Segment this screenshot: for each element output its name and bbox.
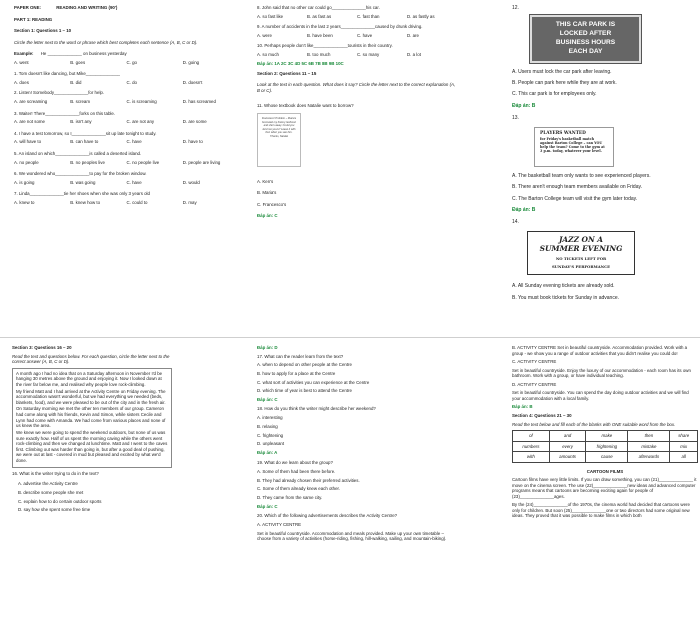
option[interactable]: B. did [70, 79, 82, 85]
word-box [512, 430, 698, 463]
question-10: 10. Perhaps people don't like______________tourists in their country. [257, 43, 393, 49]
question-3-options [14, 119, 239, 125]
option[interactable]: C. go [126, 59, 137, 65]
option[interactable]: A. will have to [14, 139, 42, 145]
question-20-option-c-body: Set in beautiful countryside. Enjoy the luxury of our accommodation - each room has its own bathroom. Work with a group, or have individual teaching. [512, 367, 691, 379]
answer-17: Đáp án: C [257, 397, 278, 403]
question-18-option-a[interactable]: A. interesting [257, 415, 283, 421]
option[interactable]: B. scream [70, 99, 91, 105]
option[interactable]: B. as fast as [307, 13, 332, 19]
option[interactable]: D. people are living [182, 159, 221, 165]
question-5-options [14, 160, 239, 166]
option[interactable]: A. does [14, 79, 29, 85]
answer-13: Đáp án: B [512, 206, 536, 213]
question-16-option-c[interactable]: C. explain how to do certain outdoor sports [18, 498, 102, 504]
answer-20: Đáp án: B [512, 404, 533, 410]
question-16-option-d[interactable]: D. say how she spent some free time [18, 507, 91, 513]
option[interactable]: C. no people live [126, 159, 160, 165]
event-note-line: NO TICKETS LEFT FOR [555, 256, 607, 262]
event-note-line: SUNDAY'S PERFORMANCE [551, 263, 611, 269]
question-4-options [14, 139, 239, 145]
cartoon-films-title: CARTOON FILMS [586, 468, 624, 474]
word-box-cell: of [513, 431, 550, 442]
question-20-option-d-title[interactable]: D. ACTIVITY CENTRE [512, 381, 557, 387]
question-11-option-a[interactable]: A. Ken's [257, 178, 274, 184]
answer-16: Đáp án: D [257, 345, 278, 350]
question-12-option-c[interactable]: C. This car park is for employees only. [512, 91, 597, 98]
question-20-option-d-body: Set in beautiful countryside. You can spend the day doing outdoor activities and we will find your accommodation with a local family. [512, 390, 689, 401]
option[interactable]: D. a lot [407, 51, 421, 57]
question-13-option-c[interactable]: C. The Barton College team will visit the gym later today. [512, 195, 638, 202]
question-16-option-a[interactable]: A. advertise the Activity Centre [18, 481, 78, 487]
option[interactable]: D. as fastly as [407, 13, 435, 19]
word-box-row [513, 452, 698, 463]
question-20-option-a-body: Set in beautiful countryside. Accommodation and meals provided. Make up your own timetable – choose from a variety of activities (horse-riding, fishing, hill-walking, sailing, and mountain-biking). [257, 530, 447, 542]
cloze-paragraph-1: Cartoon films have very little limits. If you can draw something, you can (21)______________ it move on the cinema screen. The use (22)______________new ideas and advanced computer programs means that cartoons are becoming exciting again for people of (23)______________ages. [512, 477, 697, 499]
word-box-cell: with [513, 452, 550, 463]
option[interactable]: B. knew how to [70, 200, 101, 205]
word-box-row [513, 441, 698, 452]
word-box-cell: numbers [513, 441, 550, 452]
passage-paragraph: We knew we were going to spend the weekend outdoors, but none of us was sure exactly how. Half of us spent the morning caving while the others went rock-climbing and then we changed at lunchtime. Matt and I went to the caves first. Climbing out was harder than going in, but after a good deal of pushing, we were out at last - covered in mud but pleased and excited by what we'd done. [16, 429, 168, 464]
question-9-options [257, 33, 457, 39]
word-box-cell: and [549, 431, 585, 442]
option[interactable]: D. are some [182, 119, 207, 125]
option[interactable]: D. may [182, 200, 197, 205]
section1-title: Section 1: Questions 1 – 10 [14, 28, 72, 33]
option[interactable]: D. going [182, 59, 200, 65]
word-box-cell: amounts [549, 452, 585, 463]
question-7-options [14, 200, 239, 206]
question-19-option-d[interactable]: D. They came from the same city. [257, 495, 323, 501]
question-20-option-b[interactable]: B. ACTIVITY CENTRE Set in beautiful countryside. Accommodation provided. Work with a group - we show you a range of outdoor activities that you didn't realise you could do! [512, 345, 688, 356]
word-box-cell: make [586, 431, 628, 442]
notice-title: PLAYERS WANTED [540, 131, 586, 137]
question-19: 19. What do we learn about the group? [257, 459, 333, 465]
question-8: 8. John said that no other car could go______________his car. [257, 5, 380, 10]
section3-instruction: Read the text and questions below. For each question, circle the letter next to the correct answer (A, B, C or D). [12, 353, 170, 365]
question-18-option-c[interactable]: C. frightening [257, 432, 284, 438]
question-9: 9. A number of accidents in the last 2 years______________caused by drunk driving. [257, 24, 423, 30]
answer-12: Đáp án: B [512, 102, 536, 109]
question-18: 18. How do you think the writer might describe her weekend? [257, 405, 376, 411]
question-1-options [14, 80, 239, 86]
option[interactable]: B. too much [307, 51, 331, 57]
option[interactable]: A. are not some [14, 119, 45, 125]
question-10-options [257, 52, 457, 58]
sign-line: EACH DAY [568, 47, 603, 55]
example-label: Example: [14, 51, 34, 56]
word-box-cell: share [670, 431, 698, 442]
paper-title: READING AND WRITING (90') [56, 5, 118, 10]
jazz-event-sign [527, 231, 635, 275]
question-6-options [14, 180, 239, 186]
option[interactable]: A. were [257, 32, 272, 38]
option[interactable]: C. have [357, 32, 373, 38]
section4-instruction: Read the text below and fill each of the blanks with ONE suitable word from the box. [512, 421, 676, 427]
paper-label: PAPER ONE: [14, 5, 41, 10]
option[interactable]: D. would [182, 179, 200, 185]
question-20: 20. Which of the following advertisements describes the Activity Centre? [257, 512, 398, 518]
option[interactable]: A. knew to [14, 200, 35, 205]
question-17-option-b[interactable]: B. how to apply for a place at the Centre [257, 371, 336, 377]
answer-key-1-10: Đáp án: 1A 2C 3C 4D 5C 6B 7B 8B 9B 10C [257, 61, 344, 67]
option[interactable]: C. fast than [357, 13, 380, 19]
word-box-cell: every [549, 441, 585, 452]
option[interactable]: C. could to [126, 200, 148, 205]
question-11: 11. Whose textbook does Natalie want to borrow? [257, 103, 354, 109]
word-box-cell: afterwards [628, 452, 670, 463]
page2-column3 [512, 345, 698, 635]
word-box-cell: frightening [586, 441, 628, 452]
page2-column2 [257, 345, 457, 635]
option[interactable]: A. are screaming [14, 99, 48, 105]
option[interactable]: C. have [126, 179, 142, 185]
option[interactable]: B. have been [307, 32, 333, 38]
answer-11: Đáp án: C [257, 213, 278, 219]
section2-instruction: Look at the text in each question. What does it say? Circle the letter next to the correct explanation (A, B or C). [257, 82, 456, 93]
option[interactable]: D. are [407, 32, 419, 38]
players-wanted-notice [534, 127, 614, 167]
section2-title: Section 2: Questions 11 – 15 [257, 70, 317, 76]
question-14-option-a[interactable]: A. All Sunday evening tickets are already sold. [512, 282, 615, 289]
notice-body: for Friday's basketball match against Barton College – can YOU help the team? Come to the gym at 3 p.m. today, whatever your level. [540, 136, 605, 154]
question-20-option-c-title[interactable]: C. ACTIVITY CENTRE [512, 359, 557, 364]
question-19-option-a[interactable]: A. Some of them had been there before. [257, 469, 336, 475]
question-16-option-b[interactable]: B. describe some people she met [18, 489, 84, 495]
question-19-option-c[interactable]: C. Some of them already knew each other. [257, 486, 340, 492]
sign-line: LOCKED AFTER [559, 30, 612, 38]
sign-line: THIS CAR PARK IS [555, 21, 616, 29]
question-17-option-a[interactable]: A. when to depend on other people at the Centre [257, 362, 352, 368]
question-14-number: 14. [512, 219, 519, 226]
answer-19: Đáp án: C [257, 503, 278, 509]
car-park-sign [530, 15, 641, 63]
option[interactable]: D. has screamed [182, 99, 216, 105]
question-17-option-d[interactable]: D. which time of year is best to attend the Centre [257, 388, 352, 394]
section3-title: Section 3: Questions 16 – 20 [12, 345, 72, 350]
section4-title: Section 4: Questions 21 – 30 [512, 413, 572, 419]
option[interactable]: B. no peoples live [70, 159, 105, 165]
question-14-option-b[interactable]: B. You must book tickets for Sunday in advance. [512, 295, 620, 302]
option[interactable]: B. was going [70, 179, 96, 185]
question-8-options [257, 14, 457, 20]
question-3: 3. Waiter! There______________forks on this table. [14, 110, 116, 116]
page1-column2 [257, 5, 457, 335]
question-11-option-b[interactable]: B. Maria's [257, 190, 277, 196]
question-17: 17. What can the reader learn from the text? [257, 353, 344, 359]
section1-instruction: Circle the letter next to the word or phrase which best completes each sentence (A, B, C or D). [14, 39, 198, 45]
passage-paragraph: On Saturday morning we met the other ten members of our group. Cameron had come along with his friends, Kevin and Simon, while sisters Cecile and Lynn had come with Amanda. We had come from various places and none of us knew the area. [16, 406, 166, 429]
passage-paragraph: A month ago I had no idea that on a Saturday afternoon in November I'd be hanging 30 metres above the ground and enjoying it. Now I looked down at the river far below me, and realised why people love rock-climbing. [16, 370, 163, 387]
question-7: 7. Linda______________tie her shoes when she was only 3 years old [14, 191, 150, 197]
page1-column1 [14, 5, 239, 335]
option[interactable]: D. doesn't [182, 79, 203, 85]
question-1: 1. Tom doesn't like dancing, but Mike______________ [14, 71, 120, 77]
option[interactable]: A. so fast like [257, 13, 284, 19]
word-box-cell: cause [586, 452, 628, 463]
option[interactable]: C. so many [357, 51, 380, 57]
word-box-row [513, 431, 698, 442]
passage-paragraph: My friend Matt and I had arrived at the Activity Centre on Friday evening. The accommodation wasn't wonderful, but we had everything we needed (beds, blankets, food), and we were pleased to be out of the city and in the fresh air. [16, 388, 166, 405]
example-options [14, 60, 239, 66]
option[interactable]: C. is screaming [126, 99, 157, 105]
question-6: 6. We wondered who______________to pay for the broken window. [14, 171, 147, 177]
question-17-option-c[interactable]: C. what sort of activities you can experience at the Centre [257, 379, 370, 385]
option[interactable]: A. went [14, 59, 29, 65]
event-title-line: JAZZ ON A [558, 235, 604, 245]
option[interactable]: C. are not any [126, 119, 155, 125]
question-13-option-b[interactable]: B. There aren't enough team members available on Friday. [512, 184, 643, 191]
question-2-options [14, 99, 239, 105]
question-16: 16. What is the writer trying to do in the text? [12, 470, 99, 476]
word-box-cell: mistake [628, 441, 670, 452]
question-12-option-a[interactable]: A. Users must lock the car park after leaving. [512, 68, 612, 75]
page-divider [0, 337, 700, 338]
page2-column1 [12, 345, 172, 635]
paper-header [14, 5, 239, 11]
question-12-option-b[interactable]: B. People can park here while they are at work. [512, 80, 617, 87]
question-19-option-b[interactable]: B. They had already chosen their preferred activities. [257, 477, 360, 483]
question-2: 2. Listen! Somebody______________for help. [14, 90, 105, 96]
option[interactable]: B. goes [70, 59, 86, 65]
question-18-option-d[interactable]: D. unpleasant [257, 441, 285, 447]
question-13-option-a[interactable]: A. The basketball team only wants to see experienced players. [512, 173, 651, 180]
answer-18: Đáp án: A [257, 450, 278, 456]
option[interactable]: A. so much [257, 51, 279, 57]
question-4: 4. I have a test tomorrow, so I______________sit up late tonight to study. [14, 130, 157, 136]
option[interactable]: A. no people [14, 159, 39, 165]
question-18-option-b[interactable]: B. relaxing [257, 424, 278, 429]
question-13-number: 13. [512, 114, 519, 121]
event-title-line: SUMMER EVENING [539, 244, 623, 254]
option[interactable]: A. is going [14, 179, 35, 185]
option[interactable]: C. do [126, 79, 137, 85]
example-text: He ______________ on business yesterday [40, 51, 127, 56]
question-11-option-c[interactable]: C. Francesco's [257, 201, 287, 207]
option[interactable]: D. have to [182, 139, 203, 145]
question-12-number: 12. [512, 5, 519, 11]
word-box-cell: then [628, 431, 670, 442]
option[interactable]: C. have [126, 139, 142, 145]
handwritten-note: Francesco! Problem – Maria's borrowed my history textbook and she's away. Could you lend me yours? Leave it with Ken when you see him. Thanks, Natalie [257, 113, 301, 167]
word-box-cell: mix [670, 441, 698, 452]
word-box-cell: all [670, 452, 698, 463]
option[interactable]: B. can have to [70, 139, 99, 145]
part-title: PART 1: READING [14, 16, 53, 22]
cloze-paragraph-2: By the (24)______________of the 1970s, the cinema world had decided that cartoons were only for children. But soon (25)______________one or two directors had some original new ideas. They proved that it was possible to make films in which both [512, 502, 690, 519]
reading-passage [12, 368, 172, 468]
page1-column3 [512, 5, 698, 335]
question-20-option-a-title[interactable]: A. ACTIVITY CENTRE [257, 522, 302, 527]
option[interactable]: B. isn't any [70, 119, 92, 125]
question-5: 5. An island on which______________is called a deserted island. [14, 150, 142, 156]
example-line [14, 51, 239, 57]
sign-line: BUSINESS HOURS [555, 39, 616, 47]
